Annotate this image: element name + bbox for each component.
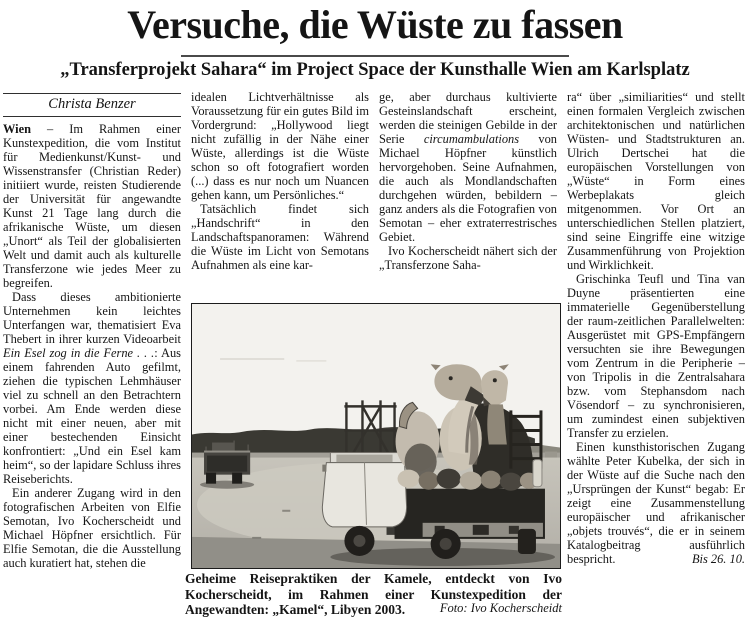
- headline-divider-rule: [181, 55, 569, 57]
- text-segment: Tatsächlich findet sich „Handschrift“ in den Landschaftspanoramen: Während die Wüste im Licht von Semotans Aufnahmen als eine kar-: [191, 202, 369, 272]
- text-segment: Grischinka Teufl und Tina van Duyne präsentierten eine immaterielle Gegenüberstellung der raum-zeitlichen Parallelwelten: Ausgerüstet mit GPS-Empfängern versuchten sie ihre Bewegungen vom Zentrum in die Peripherie – von Tripolis in die Zentralsahara bzw. vom Stephansdom nach Vösendorf – zu synchronisieren, um zumindest einen subjektiven Transfer zu erzielen.: [567, 272, 745, 440]
- article-paragraph: [3, 122, 181, 290]
- photo-caption-text: Geheime Reisepraktiken der Kamele, entdeckt von Ivo Kocherscheidt, im Rahmen einer Kunstexpedition der Angewandten: „Kamel“, Libyen 2003.: [185, 571, 562, 618]
- text-segment: Ein anderer Zugang wird in den fotografischen Arbeiten von Elfie Semotan, Ivo Kocherscheidt und Michael Höpfner ersichtlich. Für Elfie Semotan, die die Ausstellung auch kuratiert hat, stehen die: [3, 486, 181, 570]
- article-paragraph: [3, 486, 181, 570]
- text-segment: von Michael Höpfner künstlich hervorgehoben. Seine Aufnahmen, die auch als Mondlandschaften durchgehen würden, bebildern – ganz anders als die Fotografien von Semotan – eher extraterrestrisches Gebiet.: [379, 132, 557, 244]
- article-photo: [191, 303, 561, 569]
- article-column-3: [379, 90, 557, 300]
- article-column-1: [3, 122, 181, 616]
- text-segment: Einen kunsthistorischen Zugang wählte Peter Kubelka, der sich in der Wüste auf die Suche nach den „Ursprüngen der Kunst“ begab: Er zeigt eine Zusammenstellung europäischer und afrikanischer „objets trouvés“, die er in seinem Katalogbeitrag ausführlich bespricht.: [567, 440, 745, 566]
- text-segment: Dass dieses ambitionierte Unternehmen kein leichtes Unterfangen war, thematisiert Eva Thebert in ihrer kurzen Videoarbeit: [3, 290, 181, 346]
- article-paragraph: [191, 90, 369, 202]
- photo-credit: Foto: Ivo Kocherscheidt: [432, 601, 562, 617]
- text-segment: Bis 26. 10.: [691, 552, 745, 566]
- article-paragraph: [191, 202, 369, 272]
- article-subtitle: „Transferprojekt Sahara“ im Project Space der Kunsthalle Wien am Karlsplatz: [60, 60, 690, 80]
- text-segment: ge, aber durchaus kultivierte Gesteinslandschaft erscheint, werden die steinigen Gebilde in der Serie: [379, 90, 557, 146]
- article-paragraph: [379, 244, 557, 272]
- photo-caption: [185, 571, 562, 618]
- text-segment: circumambulations: [423, 132, 520, 146]
- article-paragraph: [3, 290, 181, 486]
- article-column-4: [567, 90, 745, 616]
- article-column-2: [191, 90, 369, 300]
- text-segment: idealen Lichtverhältnisse als Voraussetzung für ein gutes Bild im Vordergrund: „Hollywood liegt nicht zufällig in der Nähe einer Wüste, allerdings ist die Wüste schon so oft fotografiert worden (...) dass es nur noch um Nuancen gehen kann, um Persönliches.“: [191, 90, 369, 202]
- text-segment: – Im Rahmen einer Kunstexpedition, die vom Institut für Medienkunst/Kunst- und Wissenstransfer (Christian Reder) initiiert wurde, reisten Studierende der Universität für angewandte Kunst 21 Tage lang durch die afrikanische Wüste, um diesen „Unort“ als Teil der globalisierten Welt und damit auch als kulturelle Transferzone wie jedes Meer zu begreifen.: [3, 122, 181, 290]
- article-paragraph: [379, 90, 557, 244]
- text-segment: Ein Esel zog in die Ferne . . .: [3, 346, 155, 360]
- article-headline: Versuche, die Wüste zu fassen: [127, 2, 623, 47]
- text-segment: Wien: [3, 122, 31, 136]
- camels-on-truck-photo-illustration: [192, 304, 560, 568]
- byline: [3, 93, 181, 117]
- text-segment: Ivo Kocherscheidt nähert sich der „Transferzone Saha-: [379, 244, 557, 272]
- article-paragraph: [567, 440, 745, 566]
- text-segment: ra“ über „similiarities“ und stellt einen formalen Vergleich zwischen architektonischen und natürlichen Wüsten- und Stadtstrukturen an. Ulrich Dertschei hat die europäischen Vorstellungen von „Wüste“ in Form eines Werbeplakats gleich mitgenommen. Vor Ort an unterschiedlichen Stellen platziert, sind seine Eingriffe eine witzige Zusammenführung von Projektion und Wirklichkeit.: [567, 90, 745, 272]
- byline-author: Christa Benzer: [48, 96, 136, 112]
- article-paragraph: [567, 90, 745, 272]
- article-paragraph: [567, 272, 745, 440]
- text-segment: : Aus einem fahrenden Auto gefilmt, ziehen die typischen Lehmhäuser viel zu schnell an den Betrachtern vorbei. Am Ende werden diese nicht mit einer neuen, aber mit einer bestechenden Einsicht konfrontiert: „Und ein Esel kam heim“, so der lapidare Schluss ihres Reiseberichts.: [3, 346, 181, 486]
